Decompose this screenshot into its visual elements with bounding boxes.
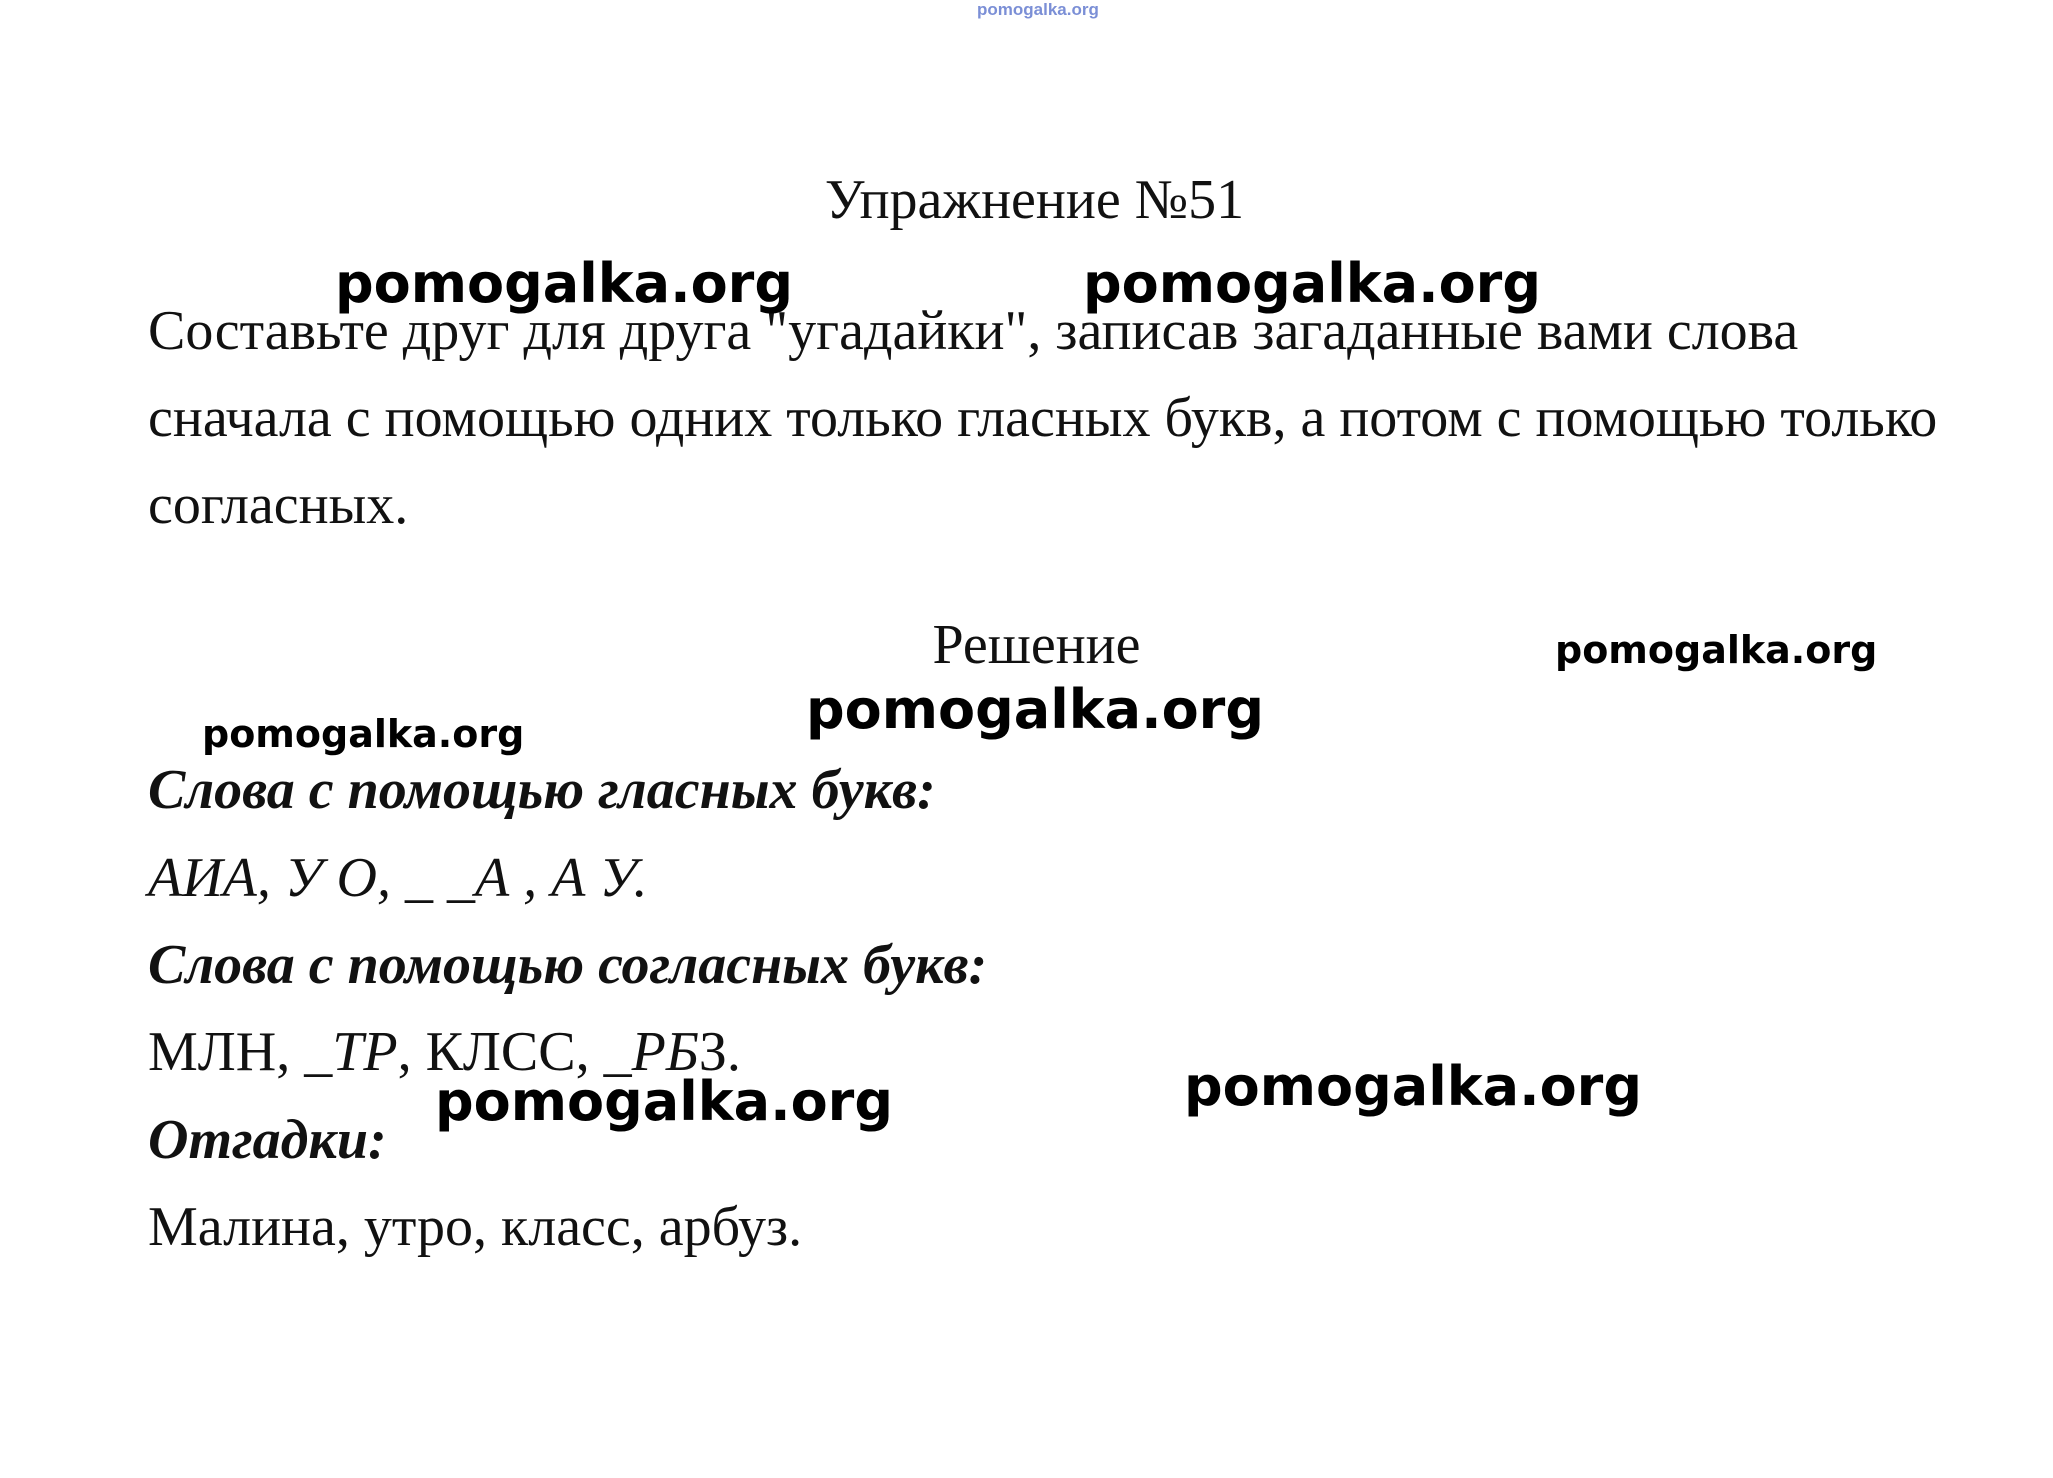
exercise-title	[0, 165, 2053, 235]
watermark: pomogalka.org	[335, 252, 793, 315]
watermark: pomogalka.org	[1184, 1055, 1642, 1118]
solution-heading-text: Решение	[932, 614, 1141, 676]
watermark: pomogalka.org	[1083, 252, 1541, 315]
watermark: pomogalka.org	[202, 712, 525, 756]
vowels-label: Слова с помощью гласных букв:	[148, 759, 936, 821]
exercise-title-text: Упражнение №51	[824, 169, 1245, 231]
vowels-answer	[148, 843, 648, 913]
consonants-answer-italic: _ТР	[304, 1021, 398, 1083]
consonants-answer-part: , КЛСС,	[397, 1021, 604, 1083]
answers-text: Малина, утро, класс, арбуз.	[148, 1196, 803, 1258]
watermark: pomogalka.org	[806, 678, 1264, 741]
watermark: pomogalka.org	[435, 1070, 893, 1133]
vowels-answer-text: АИА, У О, _ _А , А У.	[148, 847, 648, 909]
watermark: pomogalka.org	[1555, 628, 1878, 672]
task-text: Составьте друг для друга "угадайки", записав загаданные вами слова сначала с помощью одних только гласных букв, а потом с помощью только согласных.	[148, 300, 1938, 536]
top-watermark: pomogalka.org	[977, 0, 1099, 19]
consonants-answer-part: З.	[698, 1021, 741, 1083]
consonants-answer-part: МЛН,	[148, 1021, 305, 1083]
consonants-answer-italic: _РБ	[603, 1021, 699, 1083]
consonants-label: Слова с помощью согласных букв:	[148, 934, 988, 996]
answers-label: Отгадки:	[148, 1109, 387, 1171]
